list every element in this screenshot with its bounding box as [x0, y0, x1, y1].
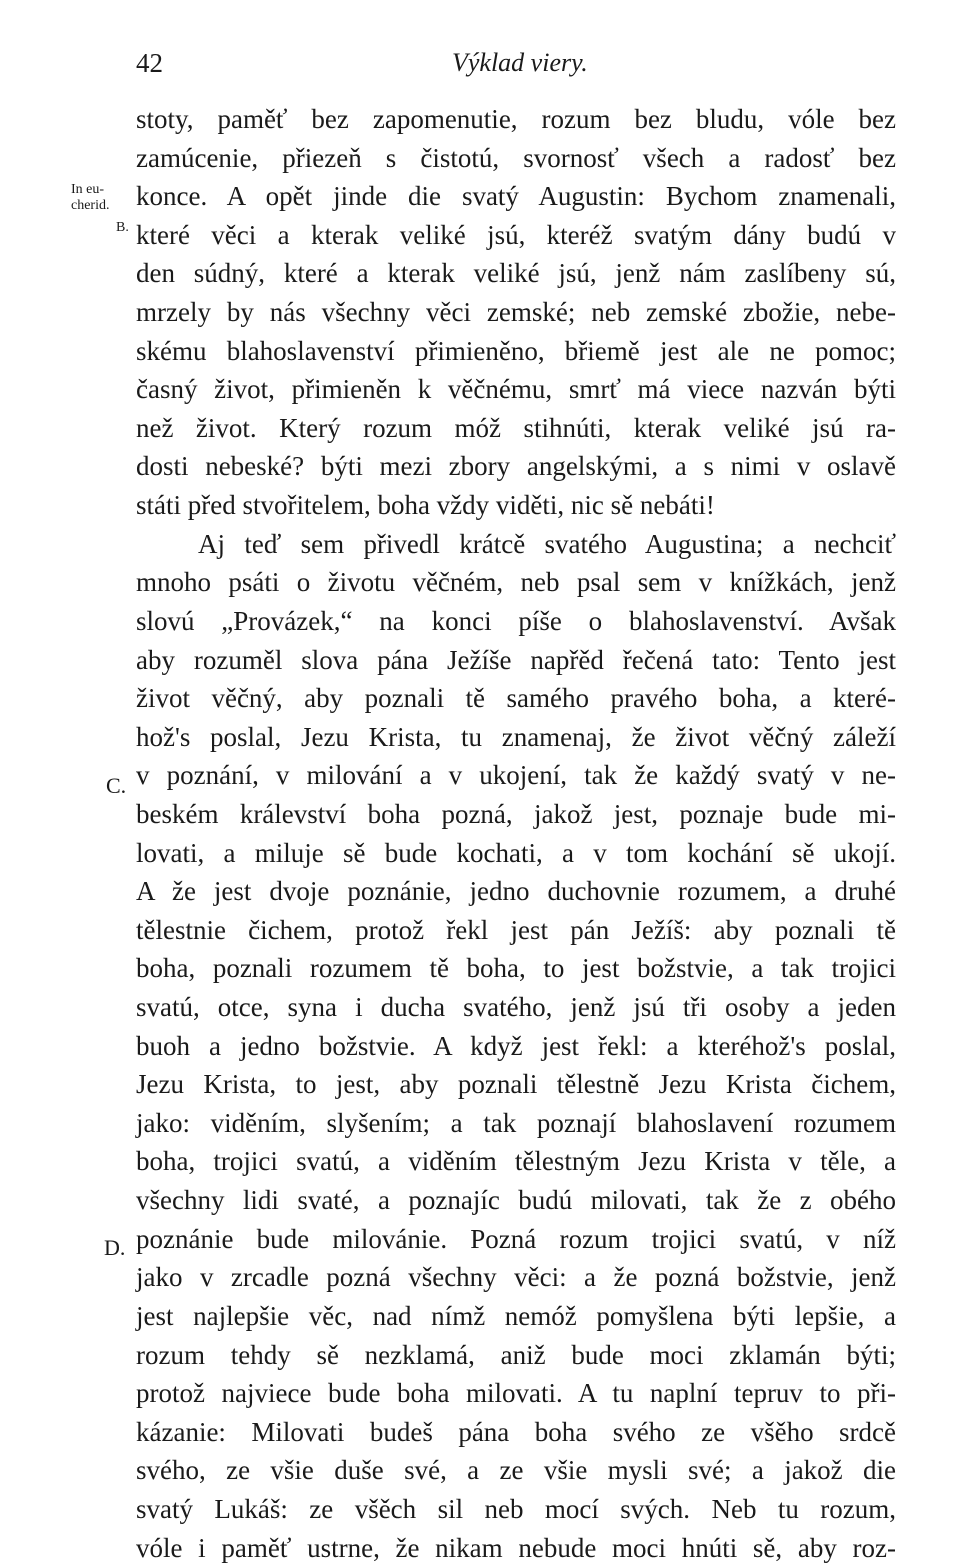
text-line: vóle i paměť ustrne, že nikam nebude moci hnúti sě, aby roz-	[136, 1532, 896, 1563]
text-line: než život. Který rozum móž stihnúti, kterak veliké jsú ra-	[136, 412, 896, 443]
text-line: jest najlepšie věc, nad nímž nemóž pomyšlena býti lepšie, a	[136, 1300, 896, 1331]
text-line: kázanie: Milovati budeš pána boha svého ze všěho srdcě	[136, 1416, 896, 1447]
text-line: časný život, přimieněn k věčnému, smrť má viece nazván býti	[136, 374, 896, 405]
margin-notes	[0, 0, 136, 1488]
text-line: slovú „Provázek,“ na konci píše o blahoslavenství. Avšak	[136, 605, 896, 636]
text-line: jako: viděním, slyšením; a tak poznají blahoslavení rozumem	[136, 1107, 896, 1138]
text-line: život věčný, aby poznali tě samého pravého boha, a které-	[136, 683, 896, 714]
margin-note-in-eucherid: In eu- cherid.	[71, 182, 110, 213]
text-line: Aj teď sem přivedl krátcě svatého Augustina; a nechciť	[198, 528, 896, 559]
body-text	[136, 100, 896, 1567]
margin-note-b: B.	[116, 220, 129, 235]
text-line: den súdný, které a kterak veliké jsú, jenž nám zaslíbeny sú,	[136, 258, 896, 289]
text-line: lovati, a miluje sě bude kochati, a v tom kochání sě ukojí.	[136, 837, 896, 868]
text-line: dosti nebeské? býti mezi zbory angelskými, a s nimi v oslavě	[136, 451, 896, 482]
text-line: aby rozuměl slova pána Ježíše napřěd řečená tato: Tento jest	[136, 644, 896, 675]
page-header	[0, 46, 960, 86]
text-line: tělestnie čichem, protož řekl jest pán Ježíš: aby poznali tě	[136, 914, 896, 945]
page-number: 42	[136, 48, 163, 78]
text-line: buoh a jedno božstvie. A když jest řekl: a kteréhož's poslal,	[136, 1030, 896, 1061]
text-line: A že jest dvoje poznánie, jedno duchovnie rozumem, a druhé	[136, 876, 896, 907]
text-line: Jezu Krista, to jest, aby poznali tělestně Jezu Krista čichem,	[136, 1069, 896, 1100]
text-line: skému blahoslavenství přimieněno, břiemě jest ale ne pomoc;	[136, 335, 896, 366]
text-line: rozum tehdy sě nezklamá, aniž bude moci zklamán býti;	[136, 1339, 896, 1370]
text-line: svého, ze všie duše své, a ze všie mysli své; a jakož die	[136, 1455, 896, 1486]
text-line: zamúcenie, přiezeň s čistotú, svornosť všech a radosť bez	[136, 142, 896, 173]
text-line: svatý Lukáš: ze všěch sil neb mocí svých. Neb tu rozum,	[136, 1493, 896, 1524]
margin-note-c: C.	[106, 773, 127, 798]
text-line: boha, trojici svatú, a viděním tělestným Jezu Krista v těle, a	[136, 1146, 896, 1177]
text-line: beském králevství boha pozná, jakož jest, poznaje bude mi-	[136, 798, 896, 829]
text-line: mrzely by nás všechny věci zemské; neb zemské zbožie, nebe-	[136, 297, 896, 328]
text-line: boha, poznali rozumem tě boha, to jest božstvie, a tak trojici	[136, 953, 896, 984]
text-line: stoty, paměť bez zapomenutie, rozum bez bludu, vóle bez	[136, 104, 896, 134]
text-line: jako v zrcadle pozná všechny věci: a že pozná božstvie, jenž	[136, 1262, 896, 1293]
text-line: protož najviece bude boha milovati. A tu naplní tepruv to při-	[136, 1378, 896, 1409]
text-line: poznánie bude milovánie. Pozná rozum trojici svatú, v níž	[136, 1223, 896, 1254]
text-line: státi před stvořitelem, boha vždy viděti, nic sě nebáti!	[136, 490, 715, 521]
text-line: které věci a kterak veliké jsú, kteréž svatým dány budú v	[136, 219, 896, 250]
text-line: všechny lidi svaté, a poznajíc budú milovati, tak že z obého	[136, 1185, 896, 1216]
margin-note-d: D.	[104, 1235, 126, 1260]
text-line: v poznání, v milování a v ukojení, tak že každý svatý v ne-	[136, 760, 896, 791]
text-line: konce. A opět jinde die svatý Augustin: Bychom znamenali,	[136, 181, 896, 212]
text-line: hož's poslal, Jezu Krista, tu znamenaj, že život věčný záleží	[136, 721, 896, 752]
running-title: Výklad viery.	[452, 48, 588, 77]
text-line: mnoho psáti o životu věčném, neb psal sem v knížkách, jenž	[136, 567, 896, 598]
text-line: svatú, otce, syna i ducha svatého, jenž jsú tři osoby a jeden	[136, 992, 896, 1023]
